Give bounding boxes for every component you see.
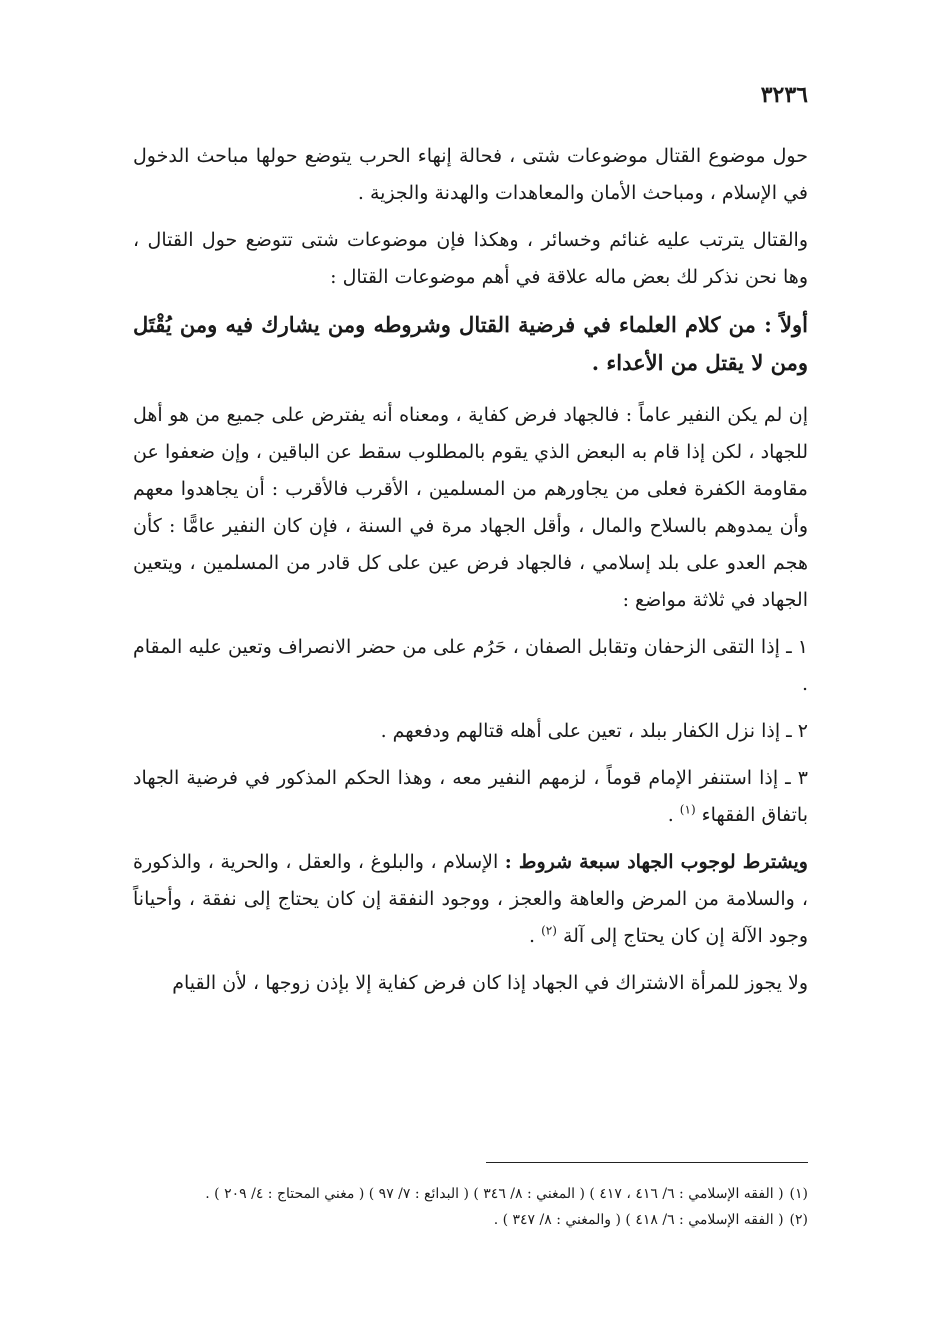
conditions-lead: ويشترط لوجوب الجهاد سبعة شروط : xyxy=(504,851,808,873)
list-item-2: ٢ ـ إذا نزل الكفار ببلد ، تعين على أهله قتالهم ودفعهم . xyxy=(380,720,808,742)
list-item-3-text: ٣ ـ إذا استنفر الإمام قوماً ، لزمهم النفير معه ، وهذا الحكم المذكور في فرضية الجهاد باتفاق الفقهاء xyxy=(133,767,808,826)
paragraph-intro: حول موضوع القتال موضوعات شتى ، فحالة إنهاء الحرب يتوضع حولها مباحث الدخول في الإسلام ، ومباحث الأمان والمعاهدات والهدنة والجزية . xyxy=(133,145,808,204)
conditions-end: . xyxy=(528,925,542,947)
page-number: ٣٢٣٦ xyxy=(760,82,808,108)
footnote-1 xyxy=(108,1181,808,1207)
footnotes xyxy=(108,1181,808,1233)
paragraph-qital: والقتال يترتب عليه غنائم وخسائر ، وهكذا فإن موضوعات شتى تتوضع حول القتال ، وها نحن نذكر لك بعض ماله علاقة في أهم موضوعات القتال : xyxy=(133,229,808,288)
section-heading: أولاً : من كلام العلماء في فرضية القتال وشروطه ومن يشارك فيه ومن يُقْتَل ومن لا يقتل من الأعداء . xyxy=(133,312,808,375)
footnote-2 xyxy=(108,1207,808,1233)
body-text xyxy=(133,138,808,1012)
footnote-1-text: ( الفقه الإسلامي : ٦/ ٤١٦ ، ٤١٧ ) ( المغني : ٨/ ٣٤٦ ) ( البدائع : ٧/ ٩٧ ) ( مغني المحتاج : ٤/ ٢٠٩ ) . xyxy=(205,1186,784,1202)
footnote-separator xyxy=(486,1162,808,1163)
list-item-3 xyxy=(133,760,808,834)
footnote-ref-2: (٢) xyxy=(541,923,557,938)
paragraph-conditions xyxy=(133,844,808,955)
footnote-2-text: ( الفقه الإسلامي : ٦/ ٤١٨ ) ( والمغني : ٨/ ٣٤٧ ) . xyxy=(493,1212,784,1228)
footnote-ref-1: (١) xyxy=(679,802,696,817)
list-item-1: ١ ـ إذا التقى الزحفان وتقابل الصفان ، حَرُم على من حضر الانصراف وتعين عليه المقام . xyxy=(133,636,808,695)
paragraph-woman: ولا يجوز للمرأة الاشتراك في الجهاد إذا كان فرض كفاية إلا بإذن زوجها ، لأن القيام xyxy=(172,972,808,994)
paragraph-nafir: إن لم يكن النفير عاماً : فالجهاد فرض كفاية ، ومعناه أنه يفترض على جميع من هو أهل للجهاد ، لكن إذا قام به البعض الذي يقوم بالمطلوب سقط عن الباقين ، وإن ضعفوا عن مقاومة الكفرة فعلى من يجاورهم من المسلمين ، الأقرب فالأقرب : أن يجاهدوا معهم وأن يمدوهم بالسلاح والمال ، وأقل الجهاد مرة في السنة ، فإن كان النفير عامًّا : كأن هجم العدو على بلد إسلامي ، فالجهاد فرض عين على كل قادر من المسلمين ، ويتعين الجهاد في ثلاثة مواضع : xyxy=(133,404,808,611)
footnote-2-number: (٢) xyxy=(789,1212,808,1228)
conditions-text: الإسلام ، والبلوغ ، والعقل ، والحرية ، والذكورة ، والسلامة من المرض والعاهة والعجز ، ووجود النفقة إن كان يحتاج إلى نفقة ، وأحياناً وجود الآلة إن كان يحتاج إلى آلة xyxy=(133,851,808,947)
footnote-1-number: (١) xyxy=(789,1186,808,1202)
list-item-3-end: . xyxy=(667,804,680,826)
